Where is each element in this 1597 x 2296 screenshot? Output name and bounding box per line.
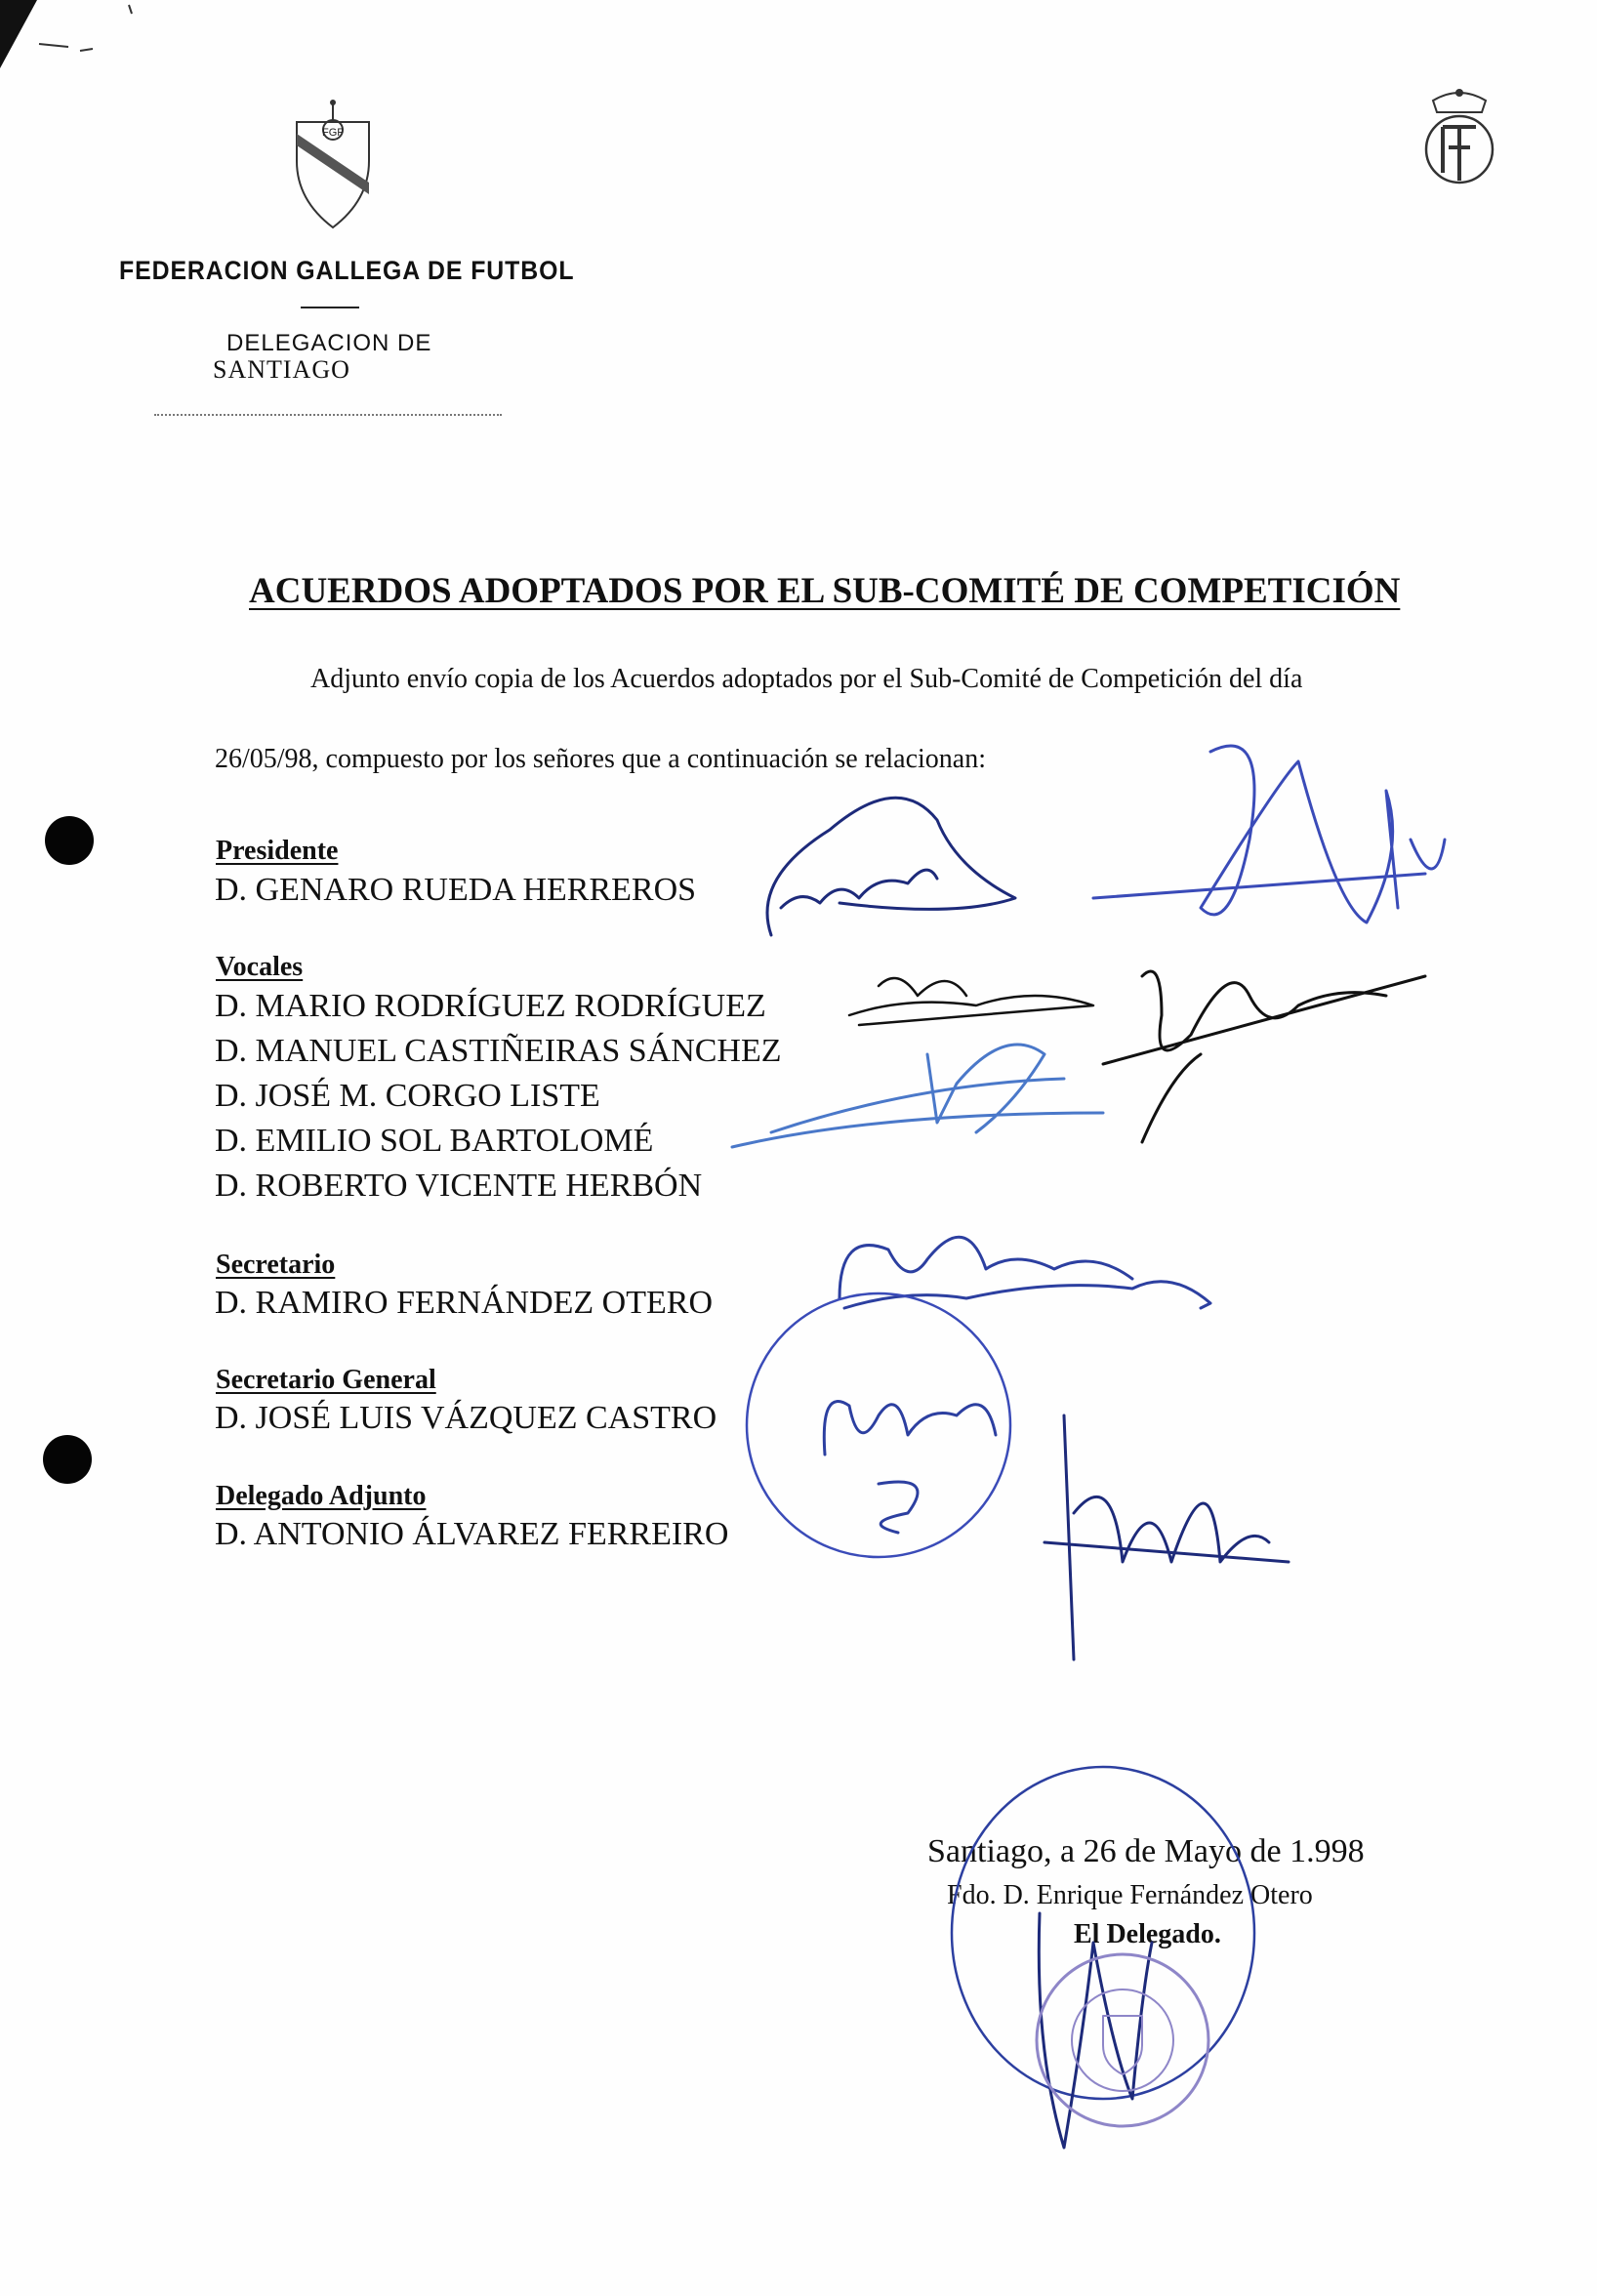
galician-football-federation-crest-icon [289, 93, 377, 229]
signature-vocal-2 [1103, 971, 1425, 1142]
federation-stamp-outer [1037, 1954, 1208, 2126]
place-date: Santiago, a 26 de Mayo de 1.998 [927, 1833, 1365, 1869]
federation-stamp-crest [1103, 2016, 1142, 2074]
member-name: D. ANTONIO ÁLVAREZ FERREIRO [215, 1516, 729, 1552]
intro-line-1: Adjunto envío copia de los Acuerdos adoptados por el Sub-Comité de Competición del día [310, 664, 1303, 694]
letterhead-dotted-rule [154, 414, 502, 416]
member-name: D. JOSÉ LUIS VÁZQUEZ CASTRO [215, 1400, 717, 1436]
heading-presidente: Presidente [216, 836, 339, 866]
member-name: D. JOSÉ M. CORGO LISTE [215, 1078, 600, 1114]
member-name: D. GENARO RUEDA HERREROS [215, 872, 697, 908]
signature-delegado-adjunto [1044, 1415, 1289, 1660]
signed-by: Fdo. D. Enrique Fernández Otero [947, 1880, 1313, 1910]
signature-vocal-3 [732, 1045, 1103, 1147]
heading-vocales: Vocales [216, 952, 304, 982]
federation-divider [301, 307, 359, 308]
signature-vocal-1 [849, 978, 1093, 1025]
document-title: ACUERDOS ADOPTADOS POR EL SUB-COMITÉ DE COMPETICIÓN [249, 571, 1401, 611]
delegation-label: DELEGACION DE [226, 330, 432, 356]
delegation-city: SANTIAGO [213, 355, 350, 384]
member-name: D. MANUEL CASTIÑEIRAS SÁNCHEZ [215, 1033, 782, 1069]
heading-secretario: Secretario [216, 1250, 336, 1280]
circular-stamp-outline [747, 1293, 1010, 1557]
scan-corner-artifact [0, 0, 137, 78]
signature-presidente [767, 798, 1015, 935]
punch-hole [45, 816, 94, 865]
heading-secretario-general: Secretario General [216, 1365, 436, 1395]
federation-name: FEDERACION GALLEGA DE FUTBOL [119, 256, 575, 285]
member-name: D. EMILIO SOL BARTOLOMÉ [215, 1123, 654, 1159]
royal-spanish-football-federation-crest-icon [1415, 83, 1503, 195]
signature-secretario [839, 1237, 1210, 1308]
member-name: D. MARIO RODRÍGUEZ RODRÍGUEZ [215, 988, 766, 1024]
svg-text:FGF: FGF [322, 127, 344, 139]
heading-delegado-adjunto: Delegado Adjunto [216, 1481, 427, 1511]
federation-stamp-inner [1072, 1989, 1173, 2091]
intro-line-2: 26/05/98, compuesto por los señores que a continuación se relacionan: [215, 744, 987, 774]
member-name: D. RAMIRO FERNÁNDEZ OTERO [215, 1285, 713, 1321]
signer-role: El Delegado. [1074, 1919, 1221, 1949]
signature-secretario-general [824, 1402, 996, 1533]
member-name: D. ROBERTO VICENTE HERBÓN [215, 1168, 703, 1204]
signature-upper-right [1093, 746, 1445, 922]
punch-hole [43, 1435, 92, 1484]
